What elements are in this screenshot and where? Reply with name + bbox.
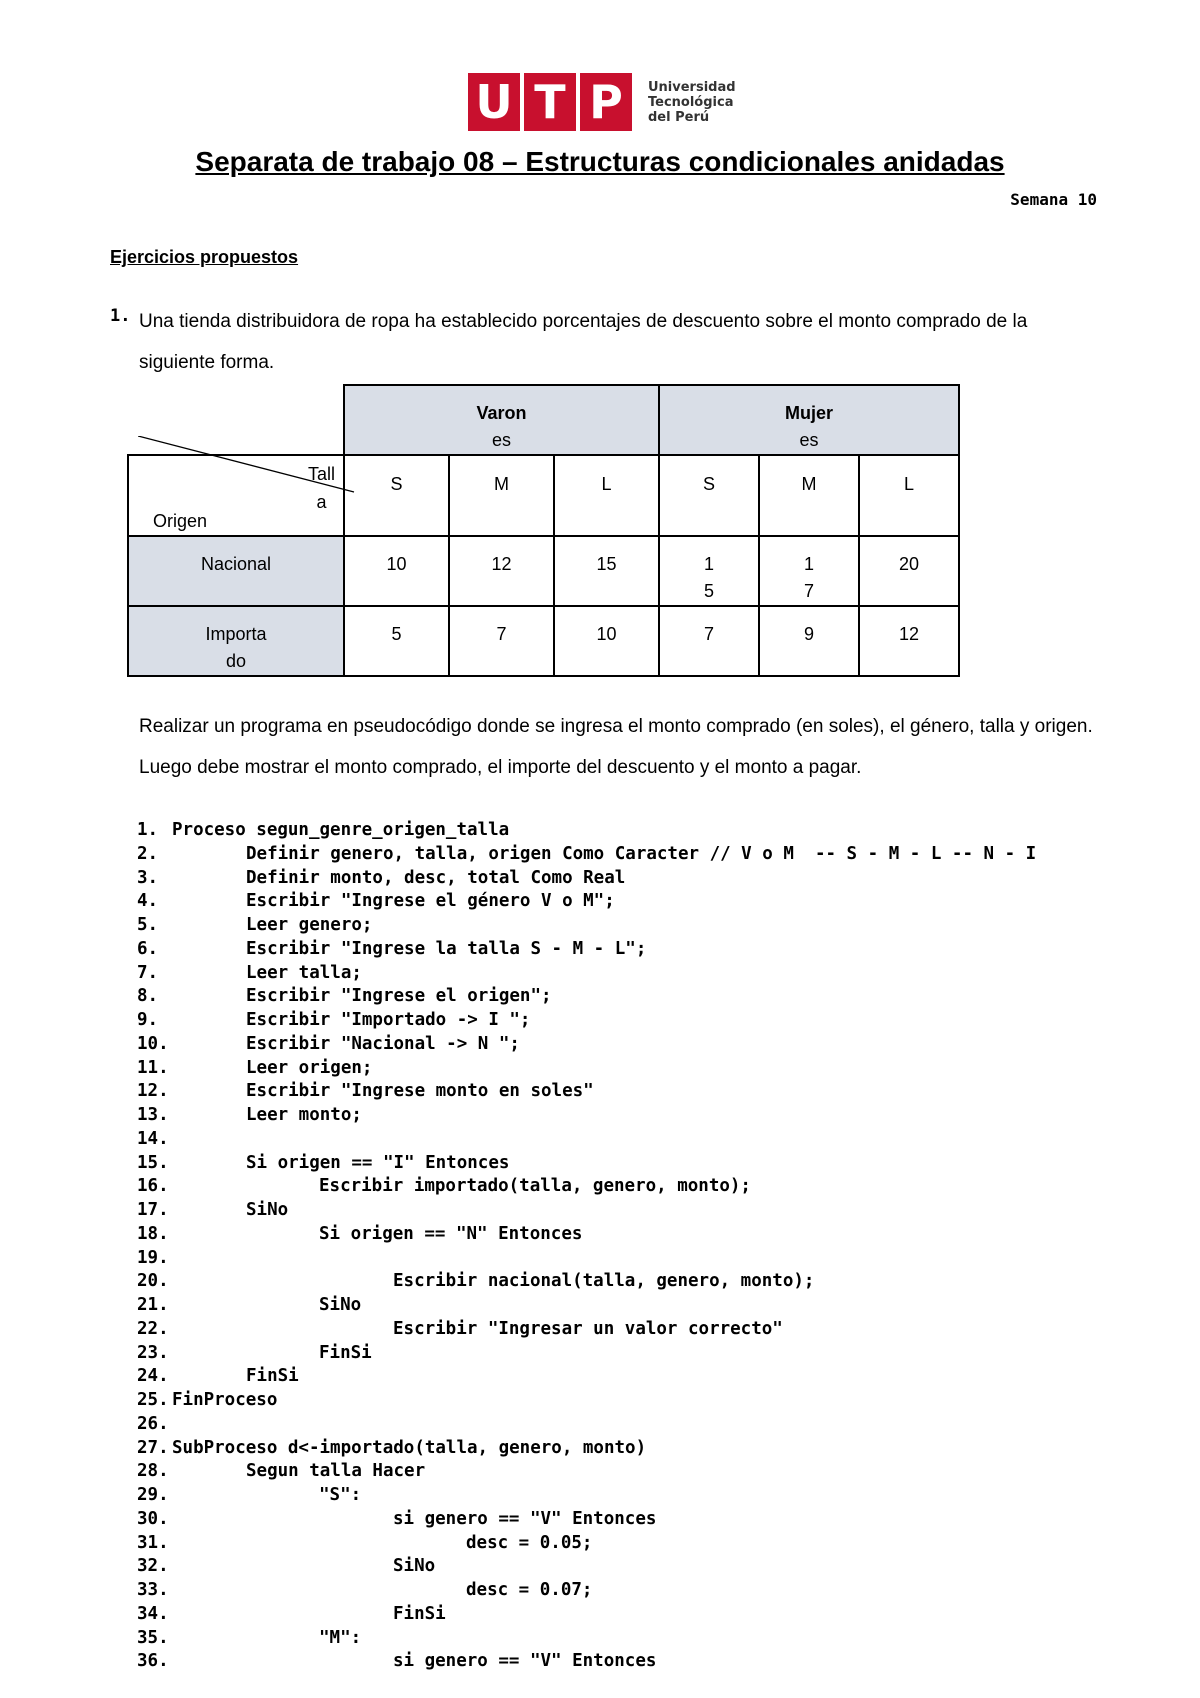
cell-value: 7: [496, 624, 507, 644]
cell-value: 10: [596, 624, 617, 644]
code-line-number: 28.: [137, 1461, 169, 1482]
table-cell: [449, 536, 554, 606]
discount-table: [127, 384, 960, 677]
code-line-number: 2.: [137, 843, 159, 864]
code-line-number: 12.: [137, 1081, 169, 1102]
code-line-text: "M":: [319, 1627, 362, 1648]
cell-value: 20: [898, 554, 920, 574]
code-line-text: FinSi: [246, 1366, 299, 1387]
code-line-text: Leer origen;: [246, 1057, 373, 1078]
code-line-text: Definir genero, talla, origen Como Caracter // V o M -- S - M - L -- N - I: [246, 843, 1037, 864]
code-line-text: Escribir "Importado -> I ";: [246, 1010, 531, 1030]
code-line-number: 33.: [137, 1580, 169, 1600]
code-line-number: 17.: [137, 1200, 169, 1220]
size-mujer-s: S: [659, 455, 759, 536]
code-line-text: Escribir "Ingresar un valor correcto": [393, 1318, 783, 1339]
code-line-text: Leer monto;: [246, 1105, 362, 1125]
table-cell: [344, 606, 449, 676]
code-line-number: 25.: [137, 1390, 169, 1410]
code-line-text: Leer talla;: [246, 962, 362, 983]
code-line-number: 20.: [137, 1271, 169, 1292]
code-line-text: Escribir "Ingrese el origen";: [246, 986, 552, 1007]
code-line-text: SiNo: [319, 1295, 362, 1315]
code-line-number: 18.: [137, 1223, 169, 1244]
code-line-number: 10.: [137, 1033, 169, 1054]
code-line-number: 26.: [137, 1413, 169, 1434]
code-line-number: 30.: [137, 1508, 169, 1529]
size-mujer-l: L: [859, 455, 959, 536]
header-varones-line1: Varon: [476, 403, 527, 423]
code-line-text: Segun talla Hacer: [246, 1461, 426, 1482]
logo-wordmark: [648, 80, 736, 125]
header-mujeres: [659, 385, 959, 455]
header-mujeres-line2: es: [799, 430, 819, 450]
cell-value: 7: [803, 581, 814, 601]
logo-mark: [468, 73, 636, 131]
code-line-number: 4.: [137, 891, 159, 912]
label-talla-line1: Tall: [307, 464, 335, 484]
code-line-number: 21.: [137, 1295, 169, 1315]
header-mujeres-line1: Mujer: [784, 403, 833, 423]
code-line-text: Definir monto, desc, total Como Real: [246, 867, 626, 888]
logo-letter-p: P: [580, 73, 632, 131]
code-line-text: Escribir "Ingrese monto en soles": [246, 1081, 594, 1102]
code-line-text: Escribir "Ingrese la talla S - M - L";: [246, 938, 647, 959]
code-line-text: Escribir importado(talla, genero, monto);: [319, 1176, 751, 1197]
exercise-number: 1.: [110, 306, 131, 326]
table-cell: [759, 606, 859, 676]
code-line-number: 23.: [137, 1342, 169, 1363]
row-label-nacional: [128, 536, 344, 606]
code-line-text: desc = 0.07;: [466, 1580, 593, 1600]
code-line-number: 14.: [137, 1128, 169, 1149]
row-label-line: Nacional: [200, 554, 272, 574]
code-line-number: 1.: [137, 820, 159, 840]
size-varon-m: M: [449, 455, 554, 536]
code-line-text: SiNo: [393, 1556, 436, 1577]
code-line-text: Si origen == "I" Entonces: [246, 1152, 510, 1173]
table-cell: [554, 606, 659, 676]
table-cell: [659, 606, 759, 676]
cell-value: 5: [391, 624, 402, 644]
exercise-text: Una tienda distribuidora de ropa ha establecido porcentajes de descuento sobre el monto comprado de la siguiente forma.: [139, 311, 1028, 373]
cell-value: 7: [703, 624, 714, 644]
label-talla-line2: a: [316, 492, 327, 512]
table-cell: [344, 536, 449, 606]
code-line-text: Escribir "Nacional -> N ";: [246, 1033, 520, 1054]
table-row: [128, 536, 959, 606]
code-line-text: Escribir "Ingrese el género V o M";: [246, 891, 615, 912]
code-line-text: Si origen == "N" Entonces: [319, 1223, 583, 1244]
table-row: [128, 606, 959, 676]
code-line-number: 9.: [137, 1010, 159, 1030]
logo-line-2: Tecnológica: [648, 94, 734, 110]
code-line-number: 3.: [137, 867, 159, 888]
size-varon-s: S: [344, 455, 449, 536]
code-line-text: si genero == "V" Entonces: [393, 1651, 657, 1672]
code-line-number: 5.: [137, 915, 159, 935]
size-mujer-m: M: [759, 455, 859, 536]
week-label: Semana 10: [1010, 190, 1097, 209]
table-cell: [659, 536, 759, 606]
size-varon-l: L: [554, 455, 659, 536]
code-line-text: SubProceso d<-importado(talla, genero, monto): [172, 1437, 647, 1458]
code-line-number: 36.: [137, 1651, 169, 1672]
table-cell: [449, 606, 554, 676]
code-line-number: 13.: [137, 1105, 169, 1125]
code-line-number: 11.: [137, 1057, 169, 1078]
cell-value: 10: [386, 554, 407, 574]
header-varones-line2: es: [491, 430, 511, 450]
cell-value: 15: [596, 554, 617, 574]
row-label-importado: [128, 606, 344, 676]
table-cell: [759, 536, 859, 606]
code-line-number: 31.: [137, 1532, 169, 1553]
code-line-number: 34.: [137, 1603, 169, 1624]
table-cell: [859, 606, 959, 676]
cell-value: 1: [703, 554, 714, 574]
instruction-paragraph: Realizar un programa en pseudocódigo donde se ingresa el monto comprado (en soles), el género, talla y origen. Luego debe mostrar el monto comprado, el importe del descuento y el monto a pagar.: [139, 716, 1093, 778]
code-line-number: 7.: [137, 962, 159, 983]
code-line-number: 29.: [137, 1485, 169, 1505]
table-cell: [554, 536, 659, 606]
cell-value: 12: [491, 554, 512, 574]
code-line-number: 8.: [137, 986, 159, 1007]
cell-value: 5: [703, 581, 714, 601]
logo-line-3: del Perú: [648, 109, 710, 125]
row-label-line: Importa: [205, 624, 267, 644]
code-line-text: si genero == "V" Entonces: [393, 1508, 657, 1529]
code-line-text: Leer genero;: [246, 915, 373, 935]
code-line-number: 16.: [137, 1176, 169, 1197]
cell-value: 12: [898, 624, 920, 644]
header-varones: [344, 385, 659, 455]
code-line-text: FinProceso: [172, 1390, 278, 1410]
code-line-number: 32.: [137, 1556, 169, 1577]
logo-letter-u: U: [468, 73, 520, 131]
label-origen: Origen: [153, 511, 208, 531]
cell-value: 1: [803, 554, 814, 574]
logo-letter-t: T: [524, 73, 576, 131]
table-diagonal-line: [138, 436, 358, 496]
code-line-number: 6.: [137, 938, 159, 959]
code-line-text: FinSi: [393, 1603, 446, 1624]
section-heading: Ejercicios propuestos: [110, 247, 299, 267]
cell-value: 9: [803, 624, 814, 644]
code-line-text: SiNo: [246, 1200, 289, 1220]
code-line-text: desc = 0.05;: [466, 1532, 593, 1553]
code-line-text: "S":: [319, 1485, 362, 1505]
page-title: Separata de trabajo 08 – Estructuras condicionales anidadas: [195, 146, 1005, 177]
code-line-number: 35.: [137, 1627, 169, 1648]
code-line-text: Proceso segun_genre_origen_talla: [172, 820, 510, 840]
code-line-text: FinSi: [319, 1342, 372, 1363]
code-line-number: 15.: [137, 1152, 169, 1173]
logo-line-1: Universidad: [648, 79, 736, 95]
code-line-number: 27.: [137, 1437, 169, 1458]
code-line-text: Escribir nacional(talla, genero, monto);: [393, 1271, 815, 1292]
code-line-number: 24.: [137, 1366, 169, 1387]
utp-logo: [468, 73, 736, 131]
table-cell: [859, 536, 959, 606]
code-line-number: 22.: [137, 1318, 169, 1339]
code-line-number: 19.: [137, 1247, 169, 1268]
row-label-line: do: [225, 651, 247, 671]
